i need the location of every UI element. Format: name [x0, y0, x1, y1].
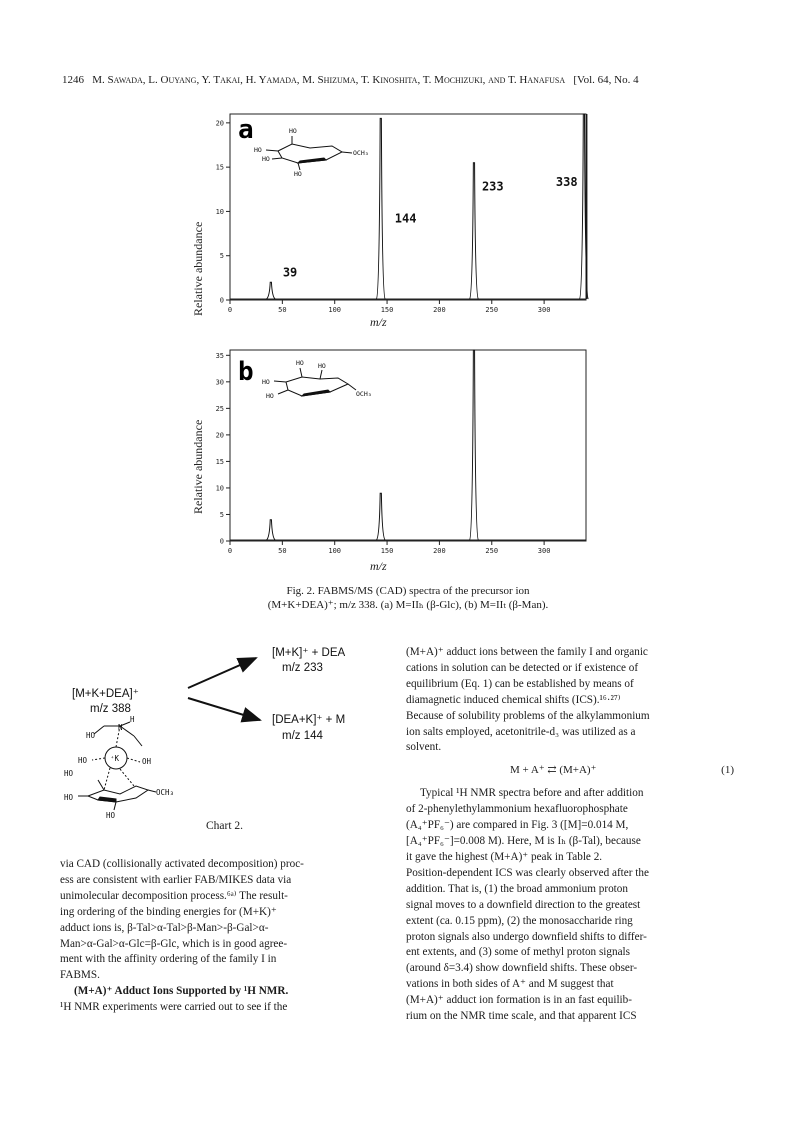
peak: [376, 118, 385, 299]
text-line: it gave the highest (M+A)⁺ peak in Table 2.: [406, 850, 603, 863]
equation-number: (1): [721, 764, 734, 777]
y-axis-label: Relative abundance: [191, 419, 205, 514]
structure-label: HO: [78, 756, 88, 765]
text-line: signal moves to a downfield direction to the greatest: [406, 898, 641, 911]
text-line: of 2-phenylethylammonium hexafluorophosphate: [406, 803, 628, 816]
peak-label: 233: [481, 179, 504, 194]
x-tick-label: 250: [485, 547, 499, 555]
arrow-down: [188, 698, 260, 720]
x-tick-label: 150: [380, 306, 394, 314]
x-tick-label: 50: [278, 306, 287, 314]
y-tick-label: 10: [215, 484, 224, 493]
x-tick-label: 50: [278, 547, 287, 555]
peak: [470, 163, 479, 299]
structure-label: HO: [296, 359, 304, 367]
text-line: via CAD (collisionally activated decomposition) proc-: [60, 858, 304, 870]
caption-line: (M+K+DEA)⁺; m/z 338. (a) M=IIₕ (β-Glc), (b) M=IIₜ (β-Man).: [267, 599, 549, 611]
structure-label: HO: [254, 146, 262, 154]
panel-letter: b: [238, 357, 254, 387]
x-tick-label: 250: [485, 306, 499, 314]
arrow-up: [188, 658, 256, 688]
mannoside-structure: [274, 368, 356, 396]
caption-line: Fig. 2. FABMS/MS (CAD) spectra of the precursor ion: [286, 585, 530, 597]
x-tick-label: 150: [380, 547, 394, 555]
structure-label: HO: [262, 378, 270, 386]
complex-structure: [64, 716, 184, 820]
text-line: ing ordering of the binding energies for (M+K)⁺: [60, 905, 277, 918]
y-tick-label: 0: [219, 296, 224, 305]
x-axis-label: m/z: [370, 559, 387, 573]
product2-mz: m/z 144: [282, 730, 323, 742]
section-heading: (M+A)⁺ Adduct Ions Supported by ¹H NMR.: [74, 985, 289, 998]
page-number: 1246: [62, 74, 84, 86]
y-tick-label: 15: [215, 457, 224, 466]
structure-label: ⁺K: [110, 754, 120, 763]
spectrum-panel-a: [190, 108, 600, 333]
left-column: [60, 857, 388, 1016]
glucoside-structure: [266, 136, 352, 170]
author-list: M. Sawada, L. Ouyang, Y. Takai, H. Yamada, M. Shizuma, T. Kinoshita, T. Mochizuki, and T. Hanafusa: [92, 74, 566, 86]
panel-letter: a: [238, 115, 254, 145]
x-tick-label: 100: [328, 306, 342, 314]
text-line: rium on the NMR time scale, and that apparent ICS: [406, 1010, 637, 1023]
running-header: [62, 74, 639, 86]
structure-label: N: [118, 723, 123, 732]
text-line: Man>α-Gal>α-Glc=β-Glc, which is in good agree-: [60, 937, 288, 950]
equation-1: [406, 756, 734, 786]
peak: [470, 350, 479, 540]
text-line: Typical ¹H NMR spectra before and after addition: [420, 787, 644, 800]
y-tick-label: 0: [219, 537, 224, 546]
text-line: (around δ=3.4) show downfield shifts. These obser-: [406, 962, 638, 975]
text-line: unimolecular decomposition process.⁶ᵃ⁾ The result-: [60, 889, 288, 902]
x-tick-label: 300: [537, 306, 551, 314]
peak: [266, 520, 275, 540]
text-line: ion salts employed, acetonitrile-d₃ was utilized as a: [406, 725, 636, 738]
text-line: ¹H NMR experiments were carried out to see if the: [60, 1001, 288, 1014]
structure-label: H: [130, 716, 135, 724]
product2-label: [DEA+K]⁺ + M: [272, 714, 346, 726]
precursor-label: [M+K+DEA]⁺: [72, 688, 139, 700]
right-column: [406, 645, 734, 1025]
equation-text: M + A⁺ ⇄ (M+A)⁺: [510, 764, 597, 777]
y-tick-label: 20: [215, 431, 224, 440]
y-tick-label: 30: [215, 378, 224, 387]
peak-label: 338: [555, 175, 578, 189]
axis-ticks: [216, 119, 551, 314]
structure-label: OCH₃: [356, 390, 372, 398]
text-line: vations in both sides of A⁺ and M suggest that: [406, 978, 614, 991]
x-tick-label: 300: [537, 547, 551, 555]
y-tick-label: 5: [219, 510, 224, 519]
text-line: [A₄⁺PF₆⁻]=0.008 M). Here, M is Iₕ (β-Tal), because: [406, 835, 641, 848]
product1-label: [M+K]⁺ + DEA: [272, 647, 346, 659]
x-axis-label: m/z: [370, 315, 387, 329]
y-tick-label: 10: [215, 207, 224, 216]
structure-label: HO: [86, 731, 96, 740]
peak-label: 144: [394, 211, 417, 226]
structure-label: HO: [294, 170, 302, 178]
structure-label: HO: [106, 811, 116, 820]
peak: [376, 493, 385, 540]
peaks: [230, 114, 588, 299]
x-tick-label: 200: [433, 306, 446, 314]
text-line: solvent.: [406, 741, 442, 754]
text-line: (M+A)⁺ adduct ions between the family I and organic: [406, 646, 648, 658]
chart2-caption: Chart 2.: [206, 820, 244, 832]
text-line: proton signals also undergo downfield shifts to differ-: [406, 930, 647, 943]
text-line: equilibrium (Eq. 1) can be established by means of: [406, 677, 634, 690]
precursor-mz: m/z 388: [90, 703, 131, 715]
peak-label: 39: [282, 265, 298, 280]
y-tick-label: 25: [215, 404, 224, 413]
journal-volume: [Vol. 64, No. 4: [573, 74, 639, 86]
structure-label: HO: [266, 392, 274, 400]
spectrum-panel-b: [190, 344, 600, 574]
plot-frame: [230, 350, 586, 541]
x-tick-label: 100: [328, 547, 342, 555]
y-tick-label: 15: [215, 163, 224, 172]
text-line: ess are consistent with earlier FAB/MIKES data via: [60, 873, 292, 886]
structure-label: HO: [318, 362, 326, 370]
x-tick-label: 200: [433, 547, 446, 555]
y-axis-label: Relative abundance: [191, 221, 205, 316]
text-line: adduct ions is, β-Tal>α-Tal>β-Man>-β-Gal>α-: [60, 921, 269, 934]
text-line: Because of solubility problems of the alkylammonium: [406, 709, 650, 722]
structure-label: OCH₃: [156, 788, 175, 797]
text-line: (M+A)⁺ adduct ion formation is in an fast equilib-: [406, 994, 632, 1007]
structure-label: HO: [289, 127, 297, 135]
text-line: extent (ca. 0.15 ppm), (2) the monosaccharide ring: [406, 914, 633, 927]
peaks: [230, 350, 586, 540]
product1-mz: m/z 233: [282, 662, 323, 674]
x-tick-label: 0: [227, 306, 233, 314]
y-tick-label: 20: [215, 119, 224, 128]
y-tick-label: 5: [219, 252, 224, 261]
y-tick-label: 35: [215, 351, 224, 360]
text-line: diamagnetic induced chemical shifts (ICS).¹⁶·²⁷⁾: [406, 693, 621, 706]
structure-label: HO: [64, 769, 74, 778]
structure-label: HO: [64, 793, 74, 802]
text-line: ent extents, and (3) some of methyl proton signals: [406, 946, 631, 959]
structure-label: HO: [262, 155, 270, 163]
x-tick-label: 0: [227, 547, 233, 555]
structure-label: OH: [142, 757, 152, 766]
text-line: (A₄⁺PF₆⁻) are compared in Fig. 3 ([M]=0.014 M,: [406, 819, 629, 832]
text-line: cations in solution can be detected or if existence of: [406, 661, 639, 674]
figure-caption: [228, 584, 588, 612]
text-line: Position-dependent ICS was clearly observed after the: [406, 866, 649, 879]
reaction-scheme-arrows: [180, 650, 270, 740]
text-line: ment with the affinity ordering of the family I in: [60, 953, 277, 966]
peak: [266, 282, 275, 299]
text-line: addition. That is, (1) the broad ammonium proton: [406, 882, 628, 895]
text-line: FABMS.: [60, 969, 100, 982]
structure-label: OCH₃: [353, 149, 369, 157]
